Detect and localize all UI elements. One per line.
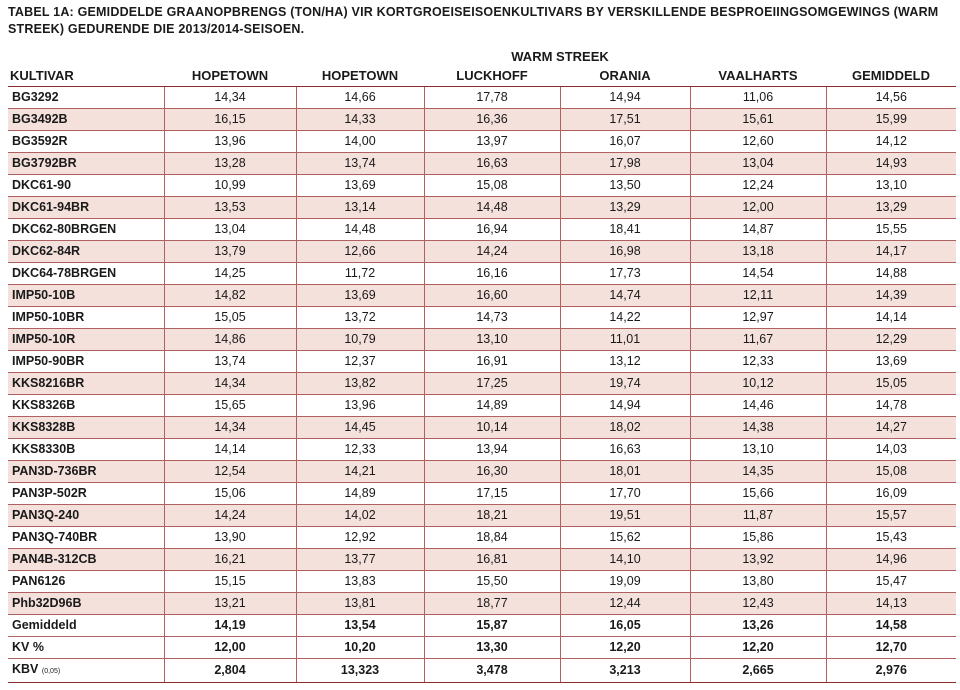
value-cell: 12,37 xyxy=(296,351,424,373)
cultivar-name: DKC61-94BR xyxy=(12,200,90,214)
value-cell: 13,69 xyxy=(296,285,424,307)
value-cell: 13,323 xyxy=(296,659,424,683)
value-cell: 11,01 xyxy=(560,329,690,351)
value-cell: 14,33 xyxy=(296,109,424,131)
cultivar-cell xyxy=(8,637,164,659)
cultivar-cell xyxy=(8,417,164,439)
table-row xyxy=(8,131,956,153)
value-cell: 15,55 xyxy=(826,219,956,241)
value-cell: 15,43 xyxy=(826,527,956,549)
value-cell: 16,91 xyxy=(424,351,560,373)
cultivar-name: PAN3Q-740BR xyxy=(12,530,98,544)
value-cell: 14,10 xyxy=(560,549,690,571)
cultivar-name: PAN6126 xyxy=(12,574,66,588)
value-cell: 3,478 xyxy=(424,659,560,683)
value-cell: 15,86 xyxy=(690,527,826,549)
value-cell: 15,65 xyxy=(164,395,296,417)
value-cell: 16,09 xyxy=(826,483,956,505)
value-cell: 14,86 xyxy=(164,329,296,351)
value-cell: 10,12 xyxy=(690,373,826,395)
value-cell: 14,03 xyxy=(826,439,956,461)
cultivar-name: DKC62-84R xyxy=(12,244,81,258)
value-cell: 14,17 xyxy=(826,241,956,263)
table-row xyxy=(8,505,956,527)
value-cell: 13,69 xyxy=(296,175,424,197)
value-cell: 18,77 xyxy=(424,593,560,615)
value-cell: 18,84 xyxy=(424,527,560,549)
value-cell: 15,66 xyxy=(690,483,826,505)
value-cell: 14,14 xyxy=(164,439,296,461)
value-cell: 14,82 xyxy=(164,285,296,307)
cultivar-cell xyxy=(8,593,164,615)
value-cell: 17,51 xyxy=(560,109,690,131)
value-cell: 16,60 xyxy=(424,285,560,307)
value-cell: 14,48 xyxy=(296,219,424,241)
value-cell: 13,92 xyxy=(690,549,826,571)
table-row xyxy=(8,87,956,109)
value-cell: 10,14 xyxy=(424,417,560,439)
value-cell: 13,18 xyxy=(690,241,826,263)
cultivar-cell xyxy=(8,351,164,373)
value-cell: 13,83 xyxy=(296,571,424,593)
value-cell: 14,45 xyxy=(296,417,424,439)
value-cell: 14,78 xyxy=(826,395,956,417)
cultivar-name: IMP50-10BR xyxy=(12,310,85,324)
value-cell: 13,53 xyxy=(164,197,296,219)
value-cell: 16,63 xyxy=(424,153,560,175)
cultivar-name: IMP50-10R xyxy=(12,332,76,346)
value-cell: 16,98 xyxy=(560,241,690,263)
table-row xyxy=(8,571,956,593)
yield-table xyxy=(8,44,956,683)
value-cell: 13,29 xyxy=(560,197,690,219)
value-cell: 14,24 xyxy=(424,241,560,263)
value-cell: 10,99 xyxy=(164,175,296,197)
value-cell: 13,30 xyxy=(424,637,560,659)
table-row xyxy=(8,153,956,175)
value-cell: 14,73 xyxy=(424,307,560,329)
table-row xyxy=(8,109,956,131)
value-cell: 16,15 xyxy=(164,109,296,131)
value-cell: 13,29 xyxy=(826,197,956,219)
cultivar-cell xyxy=(8,263,164,285)
value-cell: 15,57 xyxy=(826,505,956,527)
value-cell: 12,33 xyxy=(296,439,424,461)
cultivar-cell xyxy=(8,241,164,263)
value-cell: 13,82 xyxy=(296,373,424,395)
table-row xyxy=(8,307,956,329)
value-cell: 14,88 xyxy=(826,263,956,285)
value-cell: 19,09 xyxy=(560,571,690,593)
value-cell: 13,28 xyxy=(164,153,296,175)
value-cell: 15,99 xyxy=(826,109,956,131)
value-cell: 12,20 xyxy=(560,637,690,659)
cultivar-cell xyxy=(8,109,164,131)
value-cell: 12,92 xyxy=(296,527,424,549)
value-cell: 14,94 xyxy=(560,87,690,109)
table-row xyxy=(8,417,956,439)
value-cell: 15,05 xyxy=(164,307,296,329)
cultivar-cell xyxy=(8,395,164,417)
value-cell: 12,44 xyxy=(560,593,690,615)
table-row xyxy=(8,285,956,307)
value-cell: 13,50 xyxy=(560,175,690,197)
value-cell: 16,05 xyxy=(560,615,690,637)
value-cell: 13,90 xyxy=(164,527,296,549)
value-cell: 15,15 xyxy=(164,571,296,593)
value-cell: 13,94 xyxy=(424,439,560,461)
value-cell: 14,24 xyxy=(164,505,296,527)
value-cell: 13,81 xyxy=(296,593,424,615)
cultivar-cell xyxy=(8,219,164,241)
cultivar-name: KKS8216BR xyxy=(12,376,85,390)
value-cell: 17,15 xyxy=(424,483,560,505)
value-cell: 13,80 xyxy=(690,571,826,593)
cultivar-name: BG3492B xyxy=(12,112,68,126)
cultivar-name: IMP50-10B xyxy=(12,288,76,302)
cultivar-name: KKS8330B xyxy=(12,442,76,456)
value-cell: 13,96 xyxy=(296,395,424,417)
cultivar-name: KKS8326B xyxy=(12,398,76,412)
cultivar-name: BG3792BR xyxy=(12,156,77,170)
subscript-note: (0,05) xyxy=(41,668,61,675)
value-cell: 14,14 xyxy=(826,307,956,329)
cultivar-name: KKS8328B xyxy=(12,420,76,434)
value-cell: 13,04 xyxy=(690,153,826,175)
value-cell: 14,25 xyxy=(164,263,296,285)
cultivar-cell xyxy=(8,307,164,329)
cultivar-cell xyxy=(8,615,164,637)
value-cell: 2,976 xyxy=(826,659,956,683)
table-title: TABEL 1A: GEMIDDELDE GRAANOPBRENGS (TON/HA) VIR KORTGROEISEISOENKULTIVARS BY VERSKILLENDE BESPROEIINGSOMGEWINGS (WARM STREEK) GEDURENDE DIE 2013/2014-SEISOEN. xyxy=(8,5,939,36)
value-cell: 15,62 xyxy=(560,527,690,549)
table-row xyxy=(8,549,956,571)
header-warm-streek: WARM STREEK xyxy=(511,49,609,64)
value-cell: 12,24 xyxy=(690,175,826,197)
table-row xyxy=(8,593,956,615)
cultivar-name: BG3292 xyxy=(12,90,59,104)
table-row xyxy=(8,615,956,637)
value-cell: 17,98 xyxy=(560,153,690,175)
table-row xyxy=(8,219,956,241)
value-cell: 16,94 xyxy=(424,219,560,241)
value-cell: 14,54 xyxy=(690,263,826,285)
value-cell: 14,38 xyxy=(690,417,826,439)
value-cell: 14,56 xyxy=(826,87,956,109)
cultivar-cell xyxy=(8,483,164,505)
value-cell: 14,74 xyxy=(560,285,690,307)
table-row xyxy=(8,659,956,683)
value-cell: 12,43 xyxy=(690,593,826,615)
table-row xyxy=(8,241,956,263)
value-cell: 16,36 xyxy=(424,109,560,131)
value-cell: 13,97 xyxy=(424,131,560,153)
value-cell: 12,70 xyxy=(826,637,956,659)
cultivar-name: KBV xyxy=(12,662,39,676)
cultivar-name: PAN3P-502R xyxy=(12,486,87,500)
table-row xyxy=(8,197,956,219)
value-cell: 12,11 xyxy=(690,285,826,307)
cultivar-name: PAN3D-736BR xyxy=(12,464,97,478)
value-cell: 14,46 xyxy=(690,395,826,417)
table-row xyxy=(8,263,956,285)
cultivar-cell xyxy=(8,527,164,549)
value-cell: 14,12 xyxy=(826,131,956,153)
value-cell: 14,89 xyxy=(424,395,560,417)
table-row xyxy=(8,527,956,549)
cultivar-cell xyxy=(8,461,164,483)
value-cell: 18,01 xyxy=(560,461,690,483)
value-cell: 13,10 xyxy=(424,329,560,351)
column-header: VAALHARTS xyxy=(690,64,826,87)
cultivar-name: DKC61-90 xyxy=(12,178,72,192)
value-cell: 14,27 xyxy=(826,417,956,439)
table-row xyxy=(8,483,956,505)
value-cell: 11,06 xyxy=(690,87,826,109)
cultivar-name: Phb32D96B xyxy=(12,596,82,610)
value-cell: 14,96 xyxy=(826,549,956,571)
value-cell: 13,96 xyxy=(164,131,296,153)
value-cell: 14,93 xyxy=(826,153,956,175)
value-cell: 13,54 xyxy=(296,615,424,637)
value-cell: 11,72 xyxy=(296,263,424,285)
value-cell: 12,20 xyxy=(690,637,826,659)
value-cell: 13,72 xyxy=(296,307,424,329)
cultivar-name: KV % xyxy=(12,640,44,654)
cultivar-name: DKC62-80BRGEN xyxy=(12,222,117,236)
column-header: GEMIDDELD xyxy=(826,64,956,87)
value-cell: 14,94 xyxy=(560,395,690,417)
cultivar-cell xyxy=(8,549,164,571)
value-cell: 13,10 xyxy=(826,175,956,197)
value-cell: 18,02 xyxy=(560,417,690,439)
table-row xyxy=(8,637,956,659)
cultivar-cell xyxy=(8,131,164,153)
value-cell: 16,30 xyxy=(424,461,560,483)
value-cell: 14,21 xyxy=(296,461,424,483)
value-cell: 14,34 xyxy=(164,373,296,395)
value-cell: 14,48 xyxy=(424,197,560,219)
cultivar-name: BG3592R xyxy=(12,134,68,148)
cultivar-cell xyxy=(8,659,164,683)
value-cell: 16,07 xyxy=(560,131,690,153)
table-row xyxy=(8,395,956,417)
table-row xyxy=(8,373,956,395)
value-cell: 14,34 xyxy=(164,417,296,439)
value-cell: 17,73 xyxy=(560,263,690,285)
column-header: HOPETOWN xyxy=(296,64,424,87)
value-cell: 15,08 xyxy=(826,461,956,483)
value-cell: 15,06 xyxy=(164,483,296,505)
cultivar-cell xyxy=(8,439,164,461)
value-cell: 14,02 xyxy=(296,505,424,527)
value-cell: 15,87 xyxy=(424,615,560,637)
value-cell: 14,87 xyxy=(690,219,826,241)
value-cell: 15,50 xyxy=(424,571,560,593)
value-cell: 13,14 xyxy=(296,197,424,219)
value-cell: 17,25 xyxy=(424,373,560,395)
value-cell: 14,89 xyxy=(296,483,424,505)
cultivar-cell xyxy=(8,505,164,527)
value-cell: 12,33 xyxy=(690,351,826,373)
value-cell: 13,74 xyxy=(164,351,296,373)
value-cell: 14,13 xyxy=(826,593,956,615)
cultivar-cell xyxy=(8,329,164,351)
value-cell: 2,804 xyxy=(164,659,296,683)
cultivar-name: Gemiddeld xyxy=(12,618,77,632)
cultivar-cell xyxy=(8,175,164,197)
cultivar-cell xyxy=(8,285,164,307)
value-cell: 16,21 xyxy=(164,549,296,571)
value-cell: 14,39 xyxy=(826,285,956,307)
value-cell: 17,70 xyxy=(560,483,690,505)
header-spacer xyxy=(8,44,164,64)
value-cell: 10,20 xyxy=(296,637,424,659)
cultivar-name: PAN4B-312CB xyxy=(12,552,97,566)
value-cell: 14,35 xyxy=(690,461,826,483)
cultivar-cell xyxy=(8,87,164,109)
cultivar-cell xyxy=(8,197,164,219)
cultivar-cell xyxy=(8,373,164,395)
column-header: LUCKHOFF xyxy=(424,64,560,87)
value-cell: 12,00 xyxy=(690,197,826,219)
value-cell: 13,21 xyxy=(164,593,296,615)
value-cell: 12,97 xyxy=(690,307,826,329)
table-row xyxy=(8,351,956,373)
table-row xyxy=(8,461,956,483)
value-cell: 16,16 xyxy=(424,263,560,285)
value-cell: 15,08 xyxy=(424,175,560,197)
value-cell: 17,78 xyxy=(424,87,560,109)
value-cell: 11,67 xyxy=(690,329,826,351)
value-cell: 14,58 xyxy=(826,615,956,637)
value-cell: 15,61 xyxy=(690,109,826,131)
value-cell: 12,00 xyxy=(164,637,296,659)
cultivar-cell xyxy=(8,571,164,593)
value-cell: 12,66 xyxy=(296,241,424,263)
value-cell: 12,54 xyxy=(164,461,296,483)
value-cell: 19,51 xyxy=(560,505,690,527)
value-cell: 13,26 xyxy=(690,615,826,637)
value-cell: 12,29 xyxy=(826,329,956,351)
column-header: ORANIA xyxy=(560,64,690,87)
table-row xyxy=(8,329,956,351)
value-cell: 16,63 xyxy=(560,439,690,461)
cultivar-name: DKC64-78BRGEN xyxy=(12,266,117,280)
value-cell: 16,81 xyxy=(424,549,560,571)
table-row xyxy=(8,175,956,197)
value-cell: 19,74 xyxy=(560,373,690,395)
value-cell: 3,213 xyxy=(560,659,690,683)
value-cell: 14,19 xyxy=(164,615,296,637)
value-cell: 14,66 xyxy=(296,87,424,109)
value-cell: 18,21 xyxy=(424,505,560,527)
value-cell: 15,05 xyxy=(826,373,956,395)
cultivar-name: PAN3Q-240 xyxy=(12,508,80,522)
cultivar-name: IMP50-90BR xyxy=(12,354,85,368)
value-cell: 11,87 xyxy=(690,505,826,527)
value-cell: 18,41 xyxy=(560,219,690,241)
value-cell: 2,665 xyxy=(690,659,826,683)
value-cell: 10,79 xyxy=(296,329,424,351)
value-cell: 13,77 xyxy=(296,549,424,571)
value-cell: 13,04 xyxy=(164,219,296,241)
column-header: HOPETOWN xyxy=(164,64,296,87)
table-row xyxy=(8,439,956,461)
cultivar-cell xyxy=(8,153,164,175)
value-cell: 14,22 xyxy=(560,307,690,329)
value-cell: 14,00 xyxy=(296,131,424,153)
value-cell: 13,74 xyxy=(296,153,424,175)
column-header: KULTIVAR xyxy=(8,64,164,87)
value-cell: 14,34 xyxy=(164,87,296,109)
value-cell: 13,12 xyxy=(560,351,690,373)
value-cell: 13,10 xyxy=(690,439,826,461)
value-cell: 15,47 xyxy=(826,571,956,593)
value-cell: 13,79 xyxy=(164,241,296,263)
value-cell: 13,69 xyxy=(826,351,956,373)
value-cell: 12,60 xyxy=(690,131,826,153)
